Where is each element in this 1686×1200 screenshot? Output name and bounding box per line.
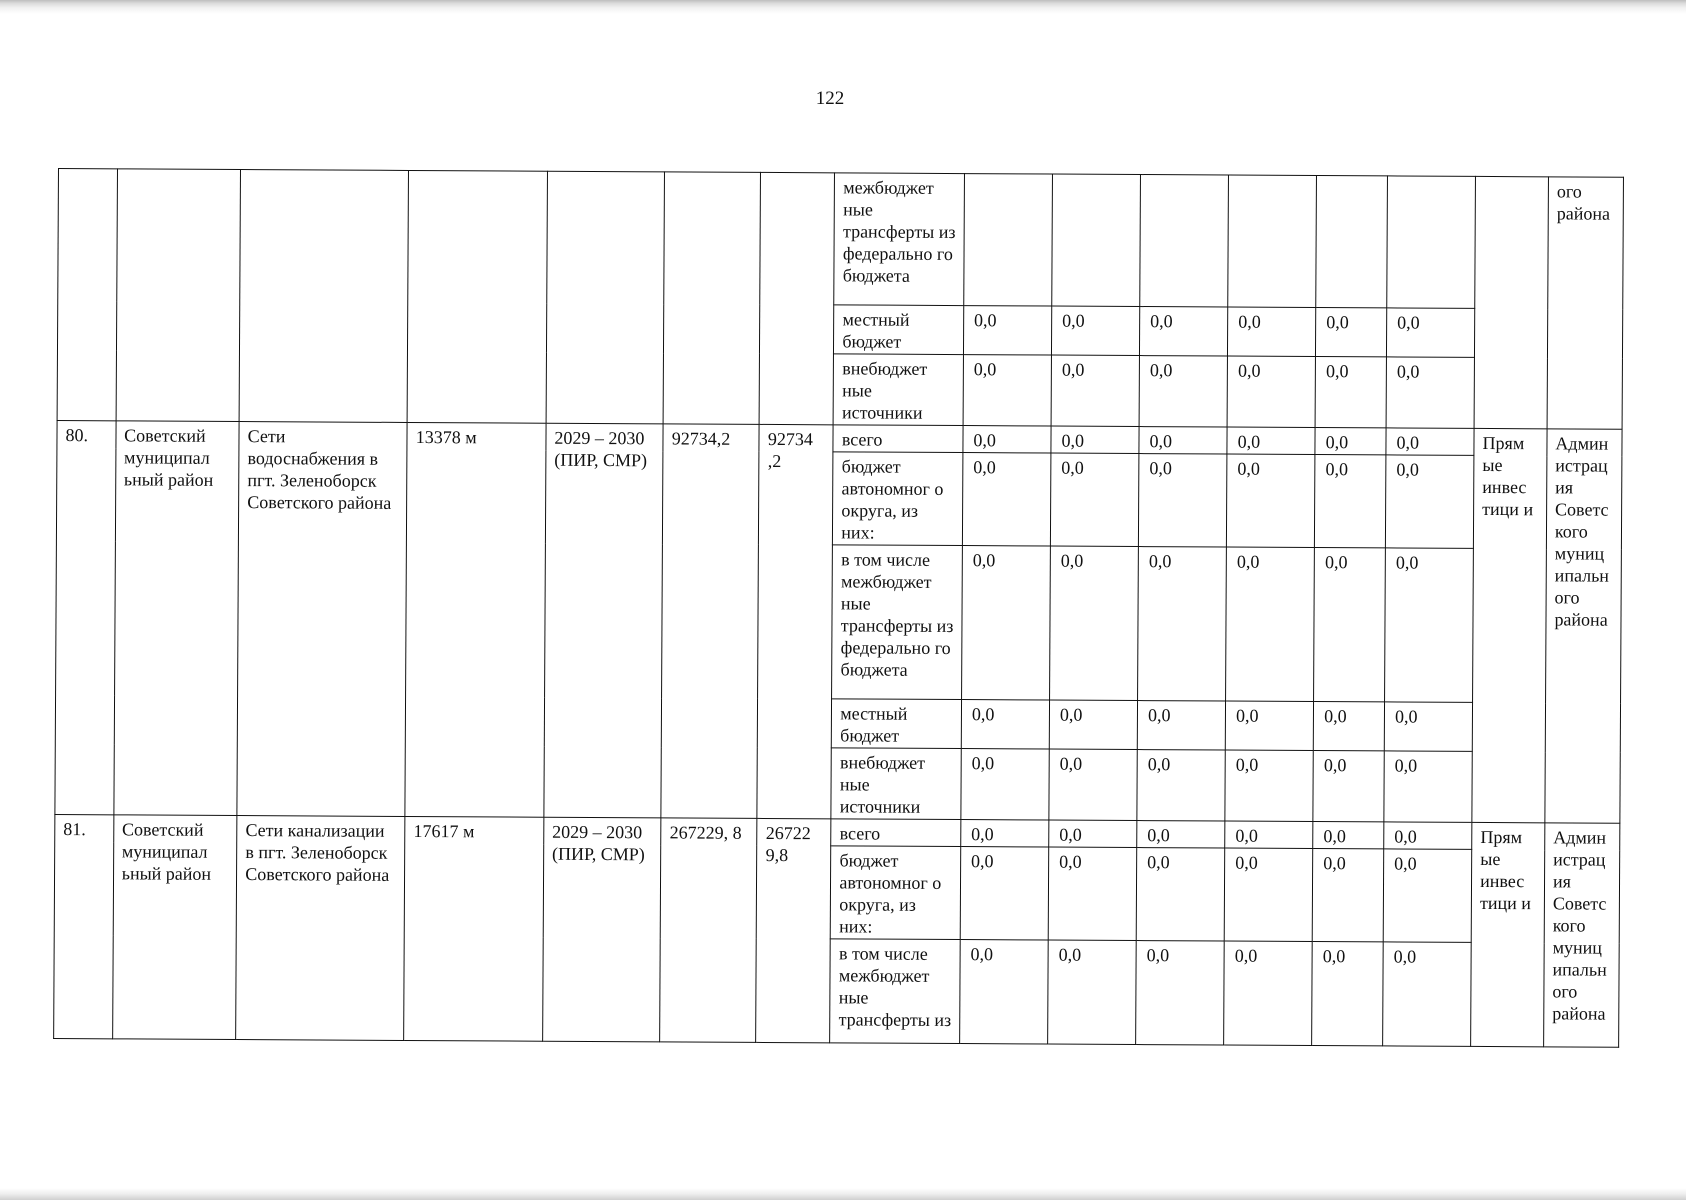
investment-type-cell: Прям ые инвес тици и — [1472, 428, 1547, 822]
remaining-cost-cell: 26722 9,8 — [756, 818, 831, 1042]
capacity-cell: 17617 м — [404, 816, 544, 1041]
row-number-cell: 80. — [55, 420, 116, 814]
amount-cell: 0,0 — [960, 847, 1049, 940]
scan-edge-top — [0, 0, 1686, 14]
amount-cell: 0,0 — [1315, 357, 1386, 428]
amount-cell: 0,0 — [1137, 821, 1225, 848]
page-number: 122 — [815, 88, 845, 109]
amount-cell: 0,0 — [1051, 426, 1139, 453]
funding-source-cell: всего — [833, 425, 963, 453]
estimated-cost-cell: 267229, 8 — [660, 818, 757, 1043]
amount-cell: 0,0 — [1138, 547, 1227, 701]
amount-cell: 0,0 — [1386, 357, 1474, 428]
amount-cell: 0,0 — [1384, 751, 1472, 822]
investment-type-cell: Прям ые инвес тици и — [1471, 822, 1545, 1046]
amount-cell: 0,0 — [1384, 702, 1472, 751]
amount-cell: 0,0 — [963, 426, 1051, 453]
investment-objects-table — [53, 168, 1624, 1048]
amount-cell: 0,0 — [1385, 548, 1474, 702]
amount-cell: 0,0 — [1050, 546, 1139, 700]
amount-cell: 0,0 — [1137, 750, 1225, 821]
amount-cell: 0,0 — [961, 749, 1049, 820]
amount-cell: 0,0 — [1312, 849, 1383, 942]
amount-cell: 0,0 — [1225, 701, 1313, 750]
amount-cell: 0,0 — [1049, 820, 1137, 847]
period-cell: 2029 – 2030 (ПИР, СМР) — [543, 817, 662, 1042]
object-name-cell: Сети канализации в пгт. Зеленоборск Советского района — [236, 816, 405, 1041]
executor-cell: Админ истрац ия Советс кого муниц ипальн ого района — [1544, 823, 1620, 1047]
amount-cell: 0,0 — [1384, 822, 1472, 849]
amount-cell: 0,0 — [1227, 356, 1315, 427]
amount-cell: 0,0 — [961, 700, 1049, 749]
amount-cell: 0,0 — [1051, 306, 1139, 355]
amount-cell: 0,0 — [963, 306, 1051, 355]
funding-source-cell: бюджет автономног о округа, из них: — [833, 452, 963, 546]
object-name-cell: Сети водоснабжения в пгт. Зеленоборск Советского района — [237, 422, 407, 817]
funding-source-cell: местный бюджет — [834, 305, 964, 355]
amount-cell: 0,0 — [1314, 548, 1386, 702]
amount-cell: 0,0 — [1049, 700, 1137, 749]
period-cell: 2029 – 2030 (ПИР, СМР) — [544, 423, 664, 818]
empty-cell — [663, 172, 761, 425]
amount-cell — [1052, 174, 1141, 306]
amount-cell: 0,0 — [1224, 848, 1313, 941]
empty-cell — [1474, 176, 1548, 428]
amount-cell: 0,0 — [1136, 848, 1225, 941]
amount-cell — [964, 174, 1053, 306]
amount-cell: 0,0 — [1315, 455, 1386, 548]
funding-source-cell: в том числе межбюджет ные трансферты из — [830, 939, 960, 1044]
funding-source-cell: бюджет автономног о округа, из них: — [831, 846, 961, 940]
capacity-cell: 13378 м — [405, 422, 546, 817]
amount-cell: 0,0 — [1139, 356, 1227, 427]
empty-cell — [407, 170, 547, 423]
amount-cell: 0,0 — [1313, 751, 1384, 822]
amount-cell: 0,0 — [1315, 428, 1386, 455]
funding-source-cell: в том числе межбюджет ные трансферты из федерально го бюджета — [832, 545, 962, 700]
table-row — [58, 169, 1624, 310]
municipality-cell: Советский муниципал ьный район — [112, 815, 237, 1040]
amount-cell: 0,0 — [1224, 941, 1313, 1045]
amount-cell: 0,0 — [1228, 307, 1316, 356]
empty-cell — [546, 171, 665, 424]
empty-cell — [239, 170, 408, 423]
amount-cell: 0,0 — [1049, 749, 1137, 820]
executor-cell: ого района — [1547, 177, 1623, 429]
amount-cell: 0,0 — [1383, 849, 1472, 942]
amount-cell: 0,0 — [1048, 847, 1137, 940]
estimated-cost-cell: 92734,2 — [661, 424, 759, 819]
amount-cell: 0,0 — [1051, 355, 1139, 426]
amount-cell — [1387, 176, 1476, 308]
amount-cell: 0,0 — [1227, 427, 1315, 454]
funding-source-cell: местный бюджет — [832, 699, 962, 749]
row-number-cell: 81. — [54, 814, 114, 1038]
amount-cell — [1228, 175, 1317, 307]
municipality-cell: Советский муниципал ьный район — [114, 421, 240, 816]
amount-cell — [1140, 175, 1229, 307]
amount-cell: 0,0 — [1383, 942, 1472, 1046]
amount-cell: 0,0 — [1312, 942, 1383, 1046]
amount-cell: 0,0 — [1225, 750, 1313, 821]
scan-edge-bottom — [0, 1188, 1686, 1200]
amount-cell: 0,0 — [1313, 822, 1384, 849]
amount-cell: 0,0 — [1386, 428, 1474, 455]
amount-cell: 0,0 — [1386, 308, 1474, 357]
amount-cell: 0,0 — [1136, 941, 1225, 1045]
amount-cell: 0,0 — [1137, 701, 1225, 750]
amount-cell: 0,0 — [1139, 427, 1227, 454]
funding-source-cell: внебюджет ные источники — [831, 748, 961, 820]
remaining-cost-cell: 92734 ,2 — [757, 424, 833, 818]
funding-source-cell: межбюджет ные трансферты из федерально го бюджета — [834, 173, 964, 306]
amount-cell: 0,0 — [1227, 454, 1316, 547]
amount-cell: 0,0 — [962, 453, 1051, 546]
amount-cell: 0,0 — [961, 820, 1049, 847]
amount-cell: 0,0 — [961, 546, 1050, 700]
executor-cell: Админ истрац ия Советс кого муниц ипальн ого района — [1545, 429, 1622, 823]
amount-cell: 0,0 — [960, 940, 1049, 1044]
amount-cell: 0,0 — [1316, 308, 1387, 357]
funding-source-cell: внебюджет ные источники — [833, 354, 963, 426]
amount-cell — [1316, 176, 1388, 308]
amount-cell: 0,0 — [1140, 307, 1228, 356]
amount-cell: 0,0 — [1225, 821, 1313, 848]
funding-source-cell: всего — [831, 819, 961, 847]
amount-cell: 0,0 — [1385, 455, 1474, 548]
amount-cell: 0,0 — [1050, 453, 1139, 546]
amount-cell: 0,0 — [1048, 940, 1137, 1044]
empty-cell — [760, 172, 835, 424]
amount-cell: 0,0 — [1226, 547, 1315, 701]
amount-cell: 0,0 — [963, 355, 1051, 426]
amount-cell: 0,0 — [1138, 454, 1227, 547]
amount-cell: 0,0 — [1313, 702, 1384, 751]
empty-cell — [116, 169, 241, 422]
empty-cell — [57, 169, 117, 421]
